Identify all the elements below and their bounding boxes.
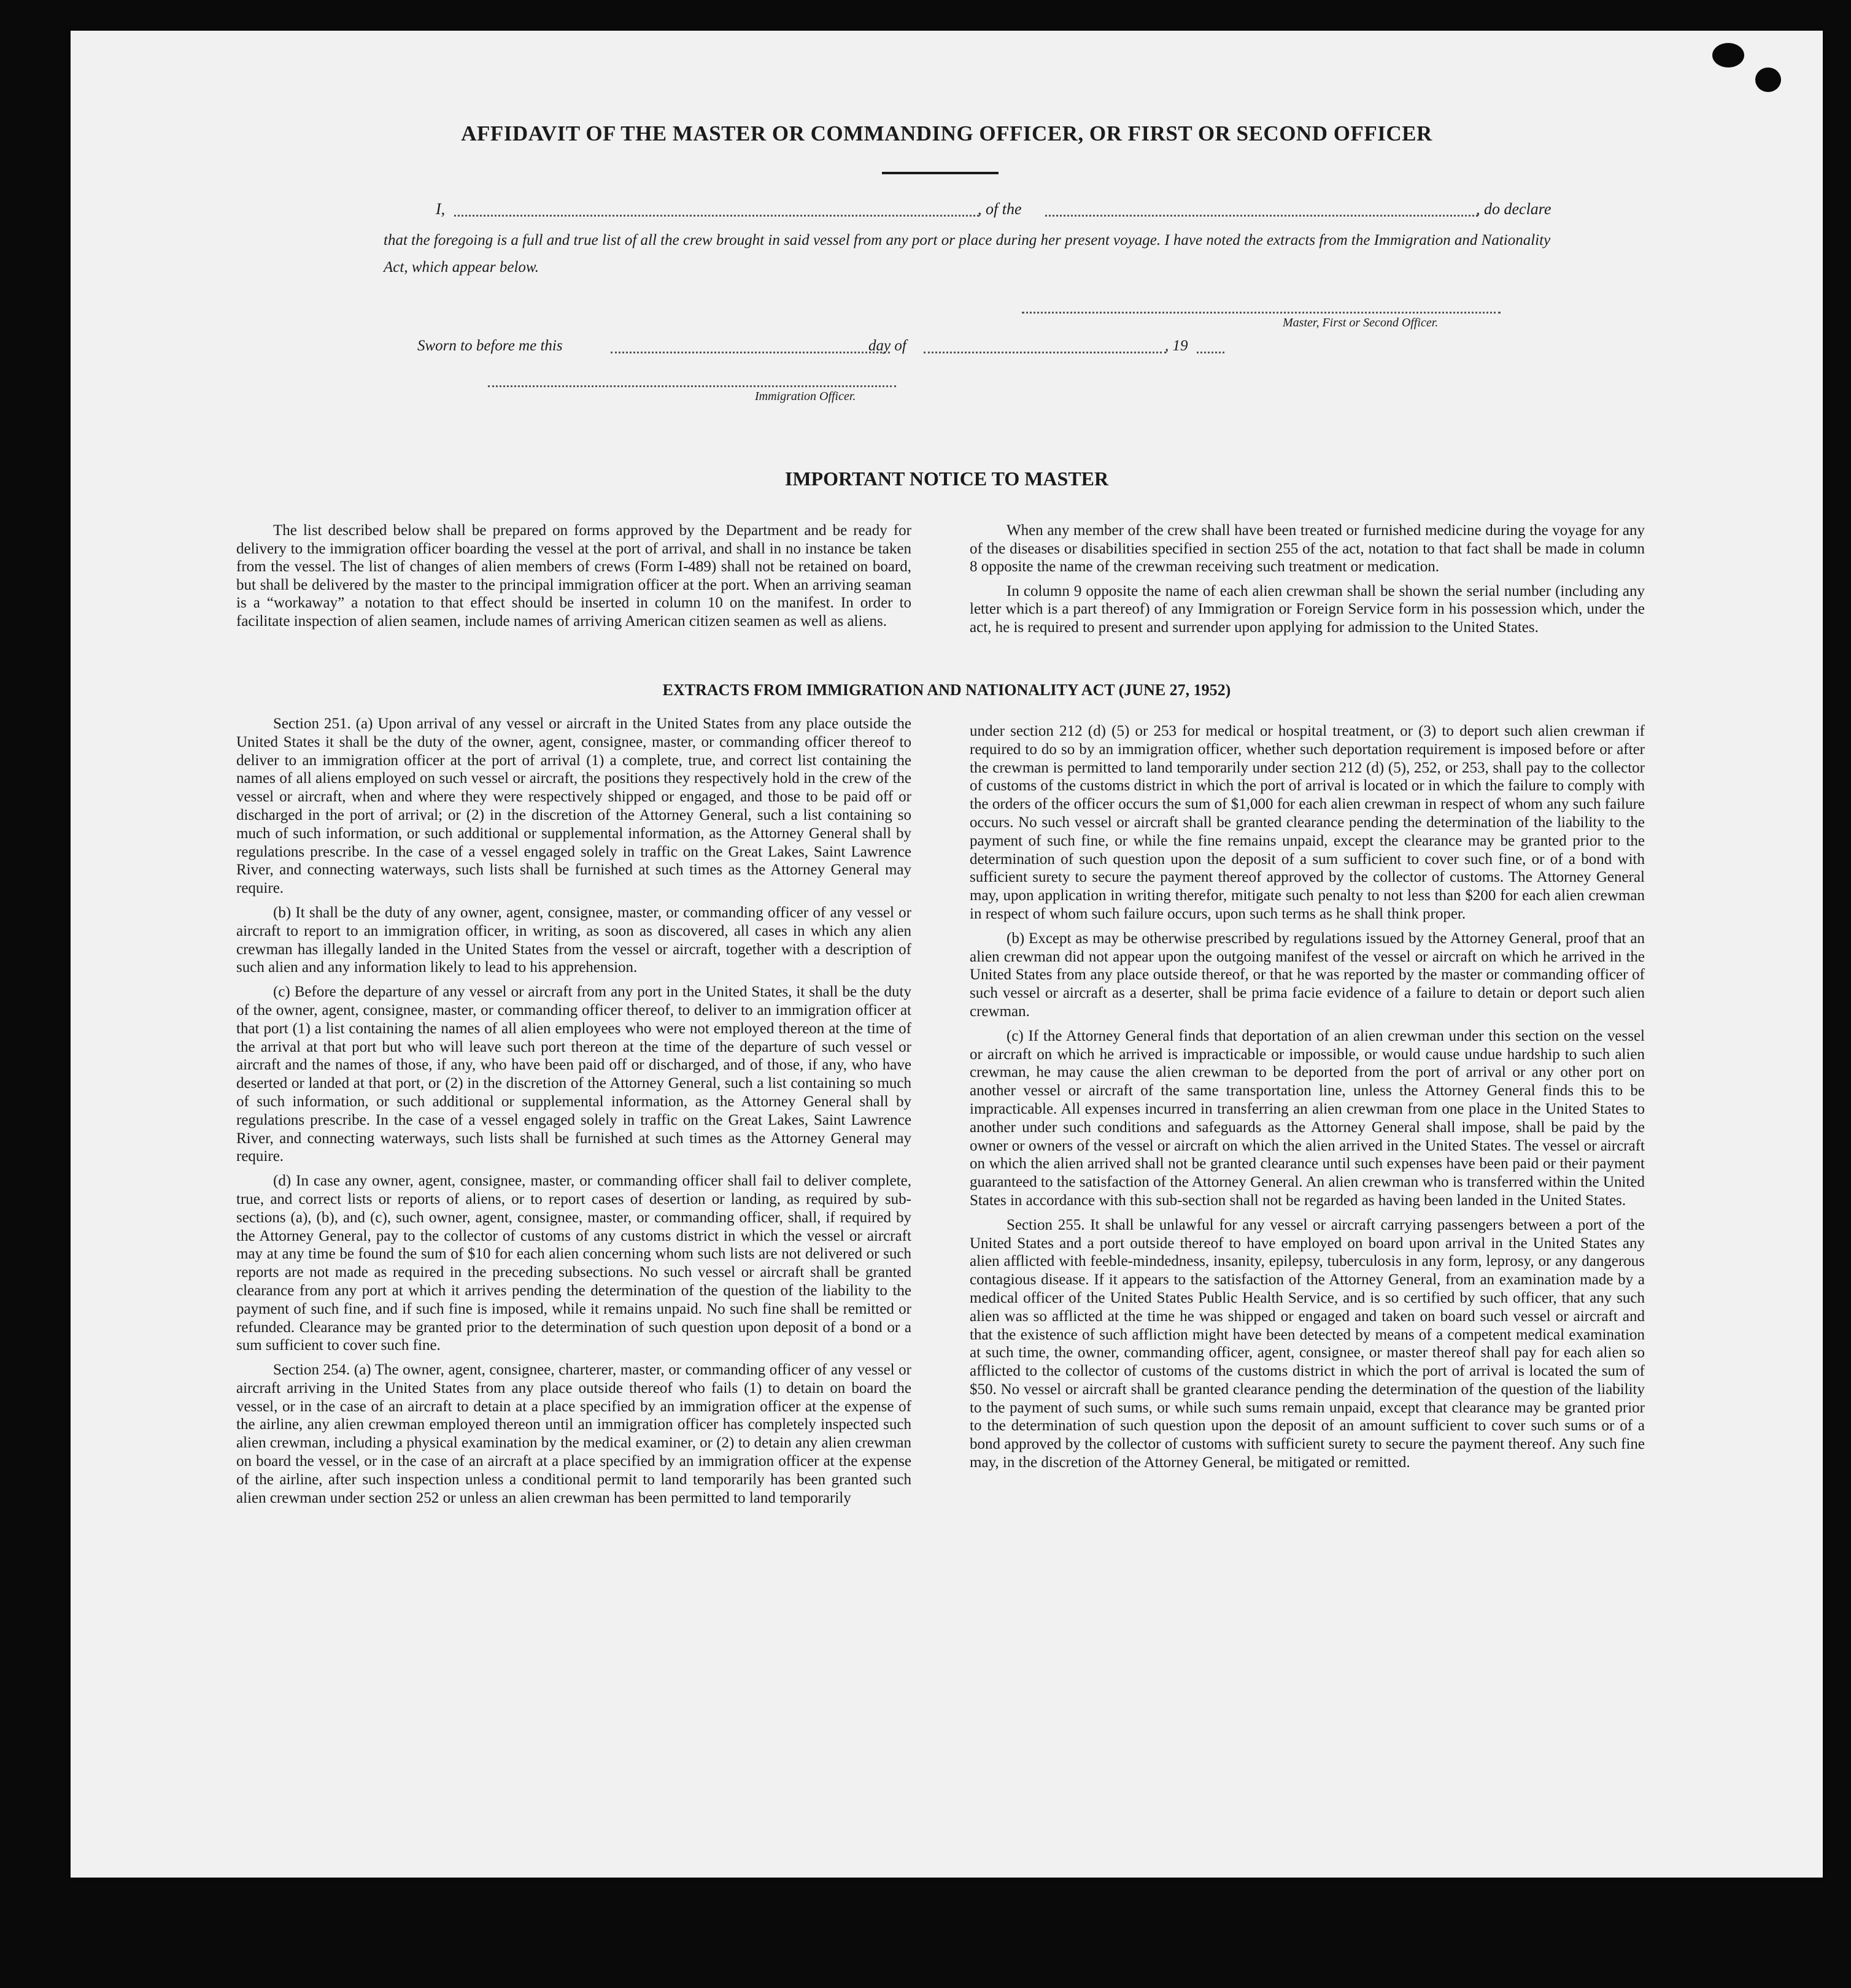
act-paragraph: Section 254. (a) The owner, agent, consignee, charterer, master, or commanding officer of any vessel or aircraft arriving in the United States from any place outside thereof who fails (1) to detain on board the vessel, or in the case of an aircraft to detain at a place specified by an immigration officer at the expense of the airline, any alien crewman employed thereon until an immigration officer has completely inspected such alien crewman, including a physical examination by the medical examiner, or (2) to detain any alien crewman on board the vessel, or in the case of an aircraft at a place specified by an immigration officer at the expense of the airline, after such inspection unless a conditional permit to land temporarily has been granted such alien crewman under section 252 or unless an alien crewman has been permitted to land temporarily [236,1362,911,1506]
master-signature-label: Master, First or Second Officer. [1283,316,1439,329]
act-paragraph: (c) If the Attorney General finds that deportation of an alien crewman under this section on the vessel or aircraft on which he arrived is impracticable or impossible, or would cause undue hardship to such alien crewman, he may cause the alien crewman to be deported from the port of arrival or any other port on another vessel or aircraft of the same transportation line, unless the Attorney General finds this to be impracticable. All expenses incurred in transferring an alien crewman from one place in the United States to another under such conditions and safeguards as the Attorney General shall impose, shall be paid by the owner or owners of the vessel or aircraft on which the alien arrived in the United States. The vessel or aircraft on which the alien arrived shall not be granted clearance until such expenses have been paid or their payment guaranteed to the satisfaction of the Attorney General. An alien crewman who is transferred within the United States in accordance with this sub-section shall not be regarded as having been landed in the United States. [970,1027,1645,1209]
notice-left-column [236,522,911,636]
title-divider [882,172,999,174]
declaration-text: that the foregoing is a full and true list of all the crew brought in said vessel from any port or place during her present voyage. I have noted the extracts from the Immigration and Nationality Act, which appear below. [384,232,1551,275]
act-paragraph: (b) Except as may be otherwise prescribed by regulations issued by the Attorney General, proof that an alien crewman did not appear upon the outgoing manifest of the vessel or aircraft on which he arrived in the United States from any place outside thereof, or that he was reported by the master or commanding officer of such vessel or aircraft as a deserter, shall be prima facie evidence of a failure to detain or deport such alien crewman. [970,930,1645,1020]
name-blank [454,215,979,217]
immigration-officer-label: Immigration Officer. [755,390,856,403]
document-page [71,31,1823,1878]
punch-hole-mark [1712,43,1744,67]
punch-hole-mark [1755,67,1781,92]
year-label: , 19 [1165,337,1188,354]
affidavit-title: AFFIDAVIT OF THE MASTER OR COMMANDING OFFICER, OR FIRST OR SECOND OFFICER [461,121,1432,145]
act-paragraph: (c) Before the departure of any vessel or aircraft from any port in the United States, it shall be the duty of the owner, agent, consignee, master, or commanding officer thereof, to deliver to an immigration officer at that port (1) a list containing the names of all alien employees who were not employed thereon at the time of the arrival at that port but who will leave such port thereon at the time of the departure of such vessel or aircraft and the names of those, if any, who have been paid off or discharged, and of those, if any, who have deserted or landed at that port, or (2) in the discretion of the Attorney General, such a list containing so much of such information, or such additional or supplemental information, as the Attorney General shall by regulations prescribe. In the case of a vessel engaged solely in traffic on the Great Lakes, Saint Lawrence River, and connecting waterways, such lists shall be furnished at such times as the Attorney General may require. [236,984,911,1165]
notice-left-paragraph: The list described below shall be prepared on forms approved by the Department and be ready for delivery to the immigration officer boarding the vessel at the port of arrival, and shall in no instance be taken from the vessel. The list of changes of alien members of crews (Form I-489) shall not be retained on board, but shall be delivered by the master to the principal immigration officer at the port. When an arriving seaman is a “workaway” a notation to that effect should be inserted in column 10 on the manifest. In order to facilitate inspection of alien seamen, include names of arriving American citizen seamen as well as aliens. [236,522,911,630]
day-of-label: day of [868,337,906,354]
sworn-day-blank [611,352,890,353]
extracts-right-column [970,722,1645,1478]
immigration-officer-line [488,385,896,387]
notice-heading: IMPORTANT NOTICE TO MASTER [784,468,1109,490]
i-label: I, [436,200,446,218]
notice-right-paragraph: When any member of the crew shall have been treated or furnished medicine during the voyage for any of the diseases or disabilities specified in section 255 of the act, notation to that fact shall be made in column 8 opposite the name of the crewman receiving such treatment or medication. [970,522,1645,575]
master-signature-line [1022,312,1501,314]
act-paragraph: under section 212 (d) (5) or 253 for medical or hospital treatment, or (3) to deport such alien crewman if required to do so by an immigration officer, whether such deportation requirement is imposed before or after the crewman is permitted to land temporarily under section 212 (d) (5), 252, or 253, shall pay to the collector of customs of the customs district in which the port of arrival is located or in which the failure to comply with the orders of the officer occurs the sum of $1,000 for each alien crewman in respect of whom any such failure occurs. No such vessel or aircraft shall be granted clearance pending the determination of the liability to the payment of such fine, or while the fine remains unpaid, except the clearance may be granted prior to the determination of such question upon the deposit of a sum sufficient to cover such fine, or of a bond with sufficient surety to secure the payment thereof approved by the collector of customs. The Attorney General may, upon application in writing therefor, mitigate such penalty to not less than $200 for each alien crewman in respect of whom such failure occurs, upon such terms as he shall think proper. [970,723,1645,922]
sworn-year-blank [1197,352,1224,353]
extracts-heading: EXTRACTS FROM IMMIGRATION AND NATIONALITY ACT (JUNE 27, 1952) [662,681,1231,699]
notice-right-column [970,522,1645,642]
act-paragraph: (b) It shall be the duty of any owner, agent, consignee, master, or commanding officer of any vessel or aircraft to report to an immigration officer, in writing, as soon as discovered, all cases in which any alien crewman has illegally landed in the United States from the vessel or aircraft, together with a description of such alien and any information likely to lead to his apprehension. [236,904,911,976]
sworn-month-blank [924,352,1166,353]
act-paragraph: Section 251. (a) Upon arrival of any vessel or aircraft in the United States from any place outside the United States it shall be the duty of the owner, agent, consignee, master, or commanding officer thereof to deliver to an immigration officer at the port of arrival (1) a complete, true, and correct list containing the names of all aliens employed on such vessel or aircraft, the positions they respectively hold in the crew of the vessel or aircraft, when and where they were respectively shipped or engaged, and those to be paid off or discharged in the port of arrival; or (2) in the discretion of the Attorney General, such a list containing so much of such information, or such additional or supplemental information, as the Attorney General shall by regulations prescribe. In the case of a vessel engaged solely in traffic on the Great Lakes, Saint Lawrence River, and connecting waterways, such lists shall be furnished at such times as the Attorney General may require. [236,715,911,897]
do-declare-label: , do declare [1476,200,1552,218]
act-paragraph: Section 255. It shall be unlawful for any vessel or aircraft carrying passengers between a port of the United States and a port outside thereof to have employed on board upon arrival in the United States any alien afflicted with feeble-mindedness, insanity, epilepsy, tuberculosis in any form, leprosy, or any dangerous contagious disease. If it appears to the satisfaction of the Attorney General, from an examination made by a medical officer of the United States Public Health Service, and is so certified by such officer, that any such alien was so afflicted at the time he was shipped or engaged and taken on board such vessel or aircraft and that the existence of such affliction might have been detected by means of a competent medical examination at such time, the owner, commanding officer, agent, consignee, or master thereof shall pay for each alien so afflicted to the collector of customs of the customs district in which the port of arrival is located the sum of $50. No vessel or aircraft shall be granted clearance pending the determination of the question of the liability to the payment of such sums, or while such sums remain unpaid, except that clearance may be granted prior to the determination of such question upon the deposit of an amount sufficient to cover such sums or of a bond approved by the collector of customs with sufficient surety to secure the payment thereof. Any such fine may, in the discretion of the Attorney General, be mitigated or remitted. [970,1216,1645,1471]
sworn-label: Sworn to before me this [417,337,563,354]
vessel-blank [1045,215,1478,217]
notice-right-paragraph: In column 9 opposite the name of each alien crewman shall be shown the serial number (including any letter which is a part thereof) of any Immigration or Foreign Service form in his possession which, under the act, he is required to present and surrender upon applying for admission to the United States. [970,582,1645,636]
of-the-label: , of the [978,200,1022,218]
extracts-left-column [236,715,911,1513]
act-paragraph: (d) In case any owner, agent, consignee, master, or commanding officer shall fail to deliver complete, true, and correct lists or reports of aliens, or to report cases of desertion or landing, as required by sub-sections (a), (b), and (c), such owner, agent, consignee, master, or commanding officer, shall, if required by the Attorney General, pay to the collector of customs of any customs district in which the vessel or aircraft may at any time be found the sum of $10 for each alien concerning whom such lists are not delivered or such reports are not made as required in the preceding subsections. No such vessel or aircraft shall be granted clearance from any port at which it arrives pending the determination of the question of the liability to the payment of such fine, and if such fine is imposed, while it remains unpaid. No such fine shall be remitted or refunded. Clearance may be granted prior to the determination of such question upon deposit of a bond or a sum sufficient to cover such fine. [236,1173,911,1354]
